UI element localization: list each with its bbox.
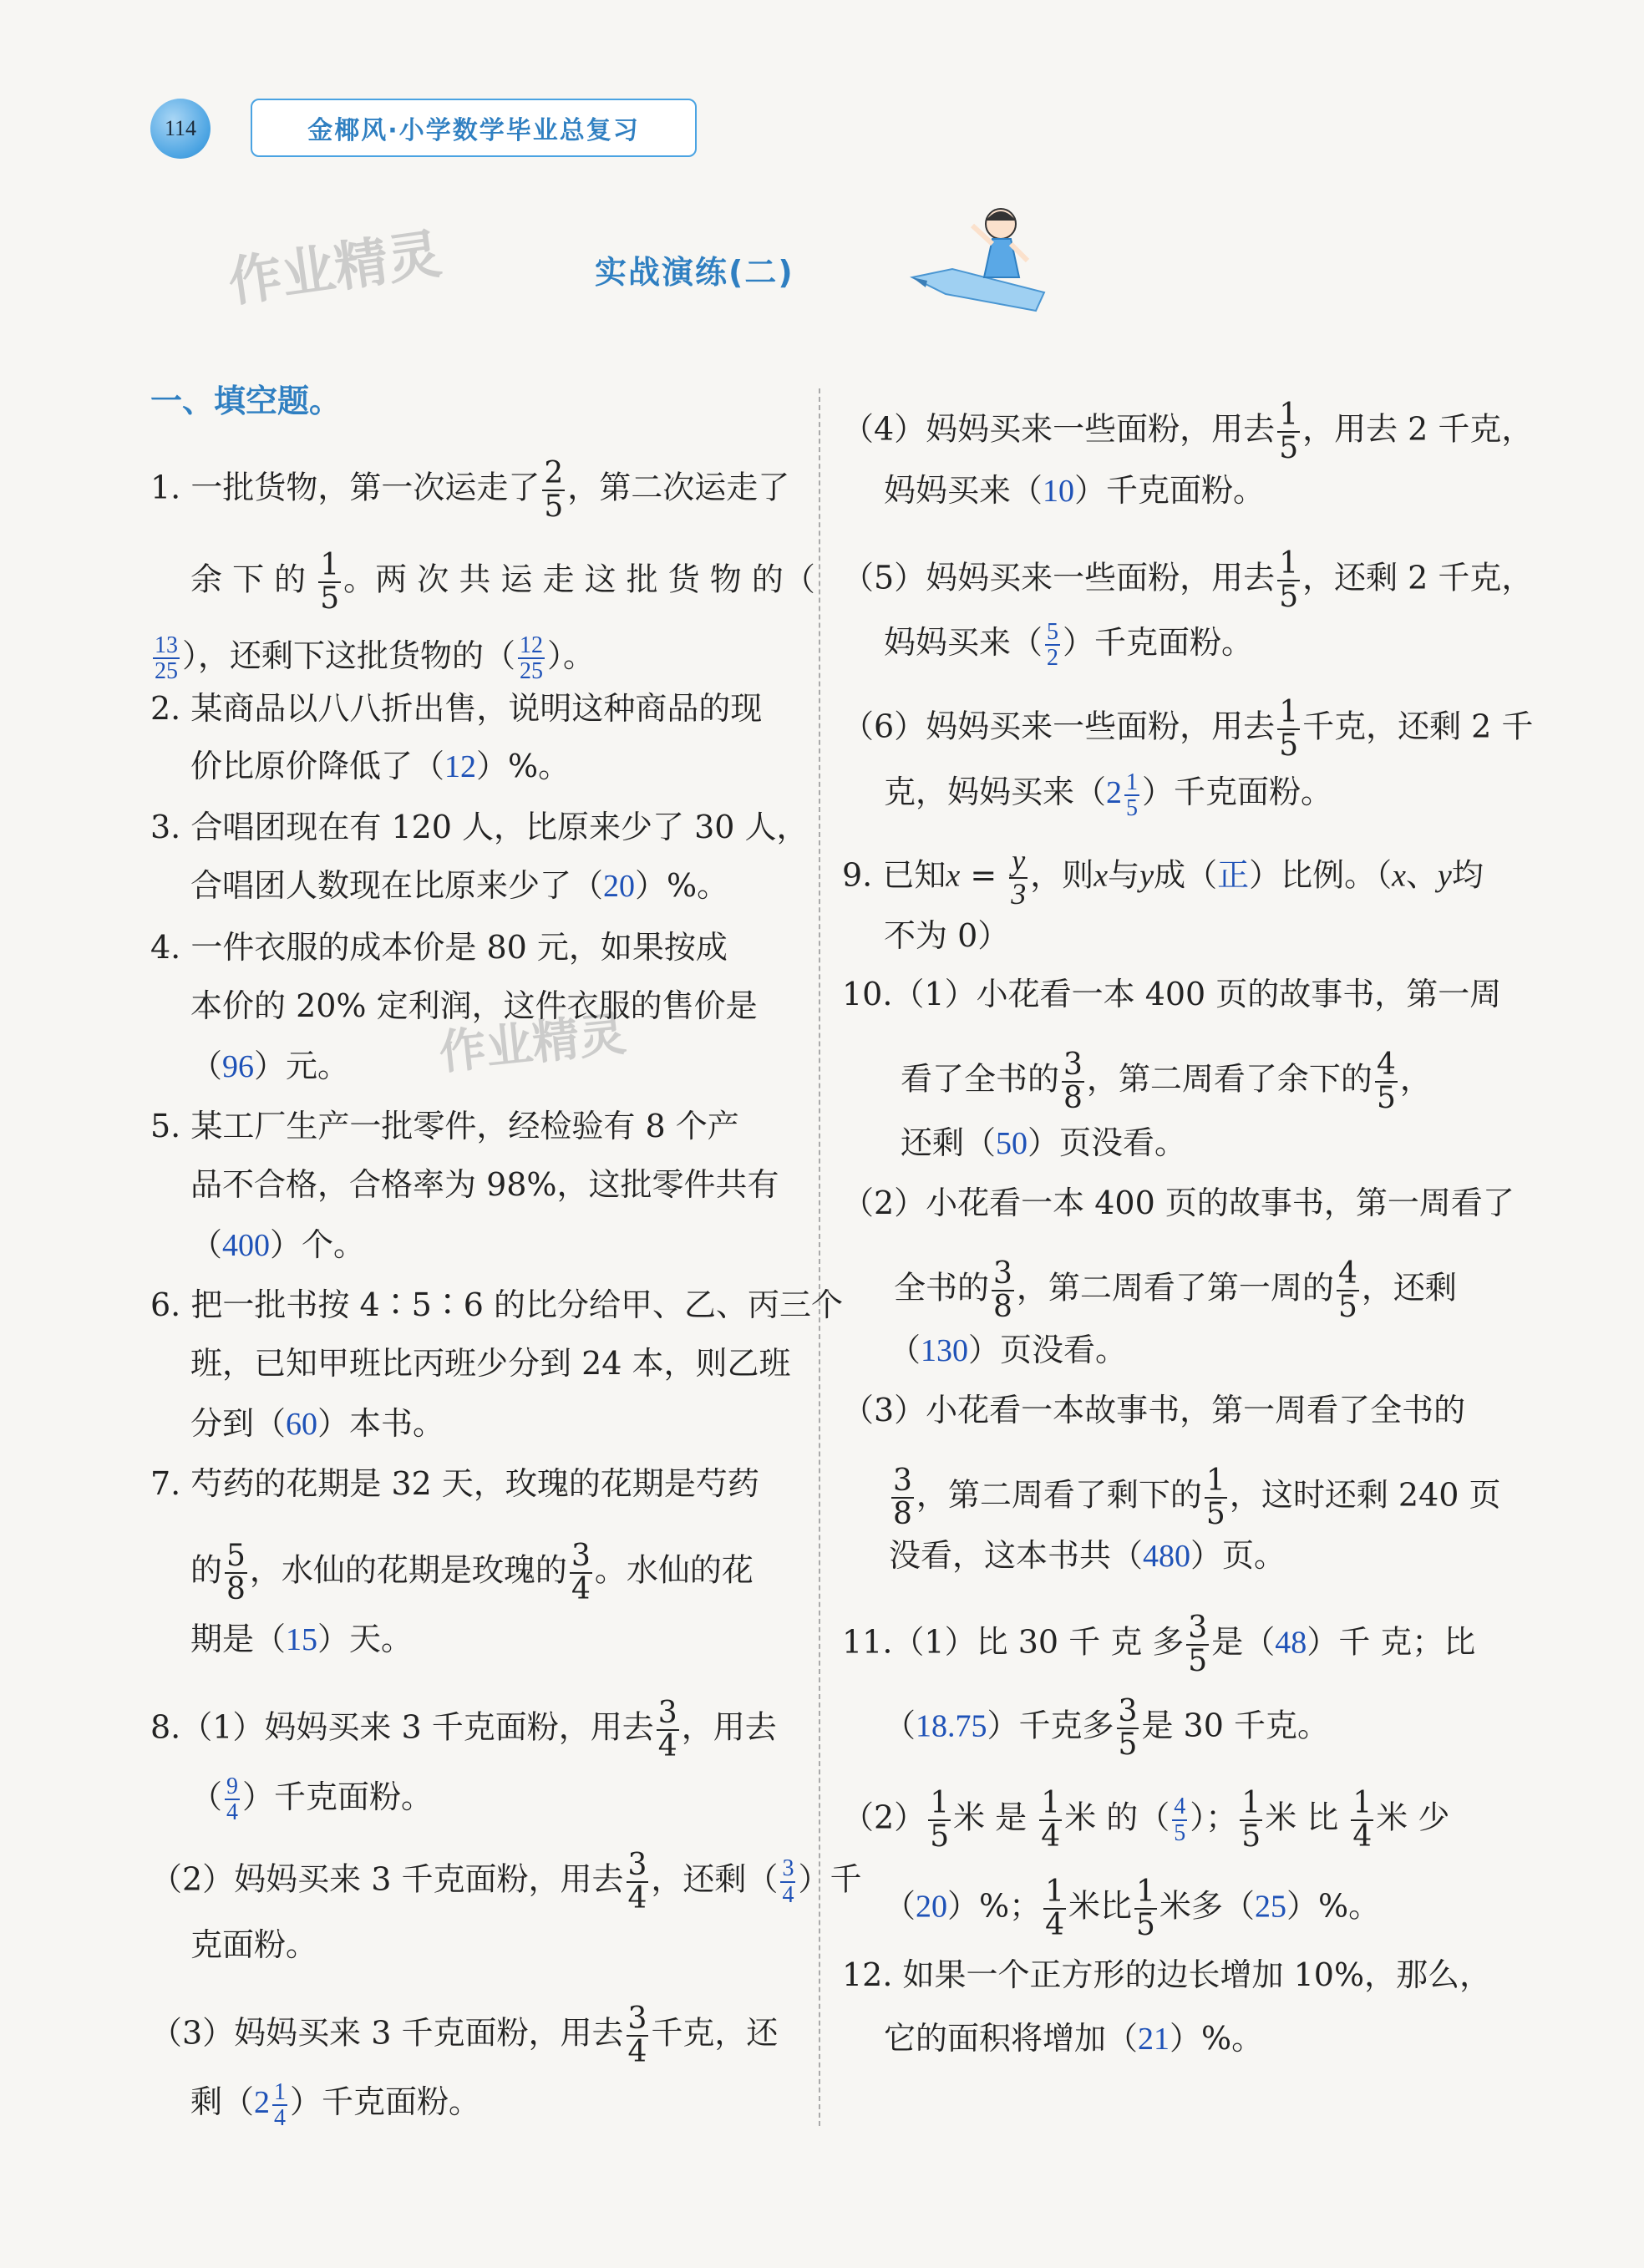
question-4-line-3: （96）元。	[190, 1048, 350, 1084]
question-11-2-line-2: （20）%； $\frac{1}{4}$ 米比 $\frac{1}{5}$ 米多（25）%。	[884, 1875, 1381, 1942]
question-6-line-3: 分到（60）本书。	[190, 1405, 445, 1442]
question-1-line-2: 余 下 的 $\frac{1}{5}$ 。两 次 共 运 走 这 批 货 物 的（	[190, 548, 815, 616]
question-10-1-line-1: 10.（1）小花看一本 400 页的故事书，第一周	[842, 976, 1502, 1012]
question-6-line-2: 班，已知甲班比丙班少分到 24 本，则乙班	[190, 1345, 791, 1382]
answer: 2 $\frac{1}{5}$	[1106, 769, 1139, 822]
answer: 20	[916, 1889, 948, 1925]
question-10-2-line-3: （130）页没看。	[889, 1332, 1128, 1368]
answer: 15	[286, 1622, 318, 1657]
page-number-badge: 114	[150, 99, 211, 159]
question-2-line-1: 2. 某商品以八八折出售，说明这种商品的现	[150, 690, 763, 727]
question-8-1-line-1: 8.（1）妈妈买来 3 千克面粉，用去 $\frac{3}{4}$ ，用去	[150, 1696, 777, 1763]
question-7-line-3: 期是（15）天。	[190, 1621, 414, 1657]
question-8-2-line-2: 克面粉。	[190, 1926, 318, 1963]
answer: 48	[1275, 1625, 1307, 1661]
question-8-3-line-2: 剩（2 $\frac{1}{4}$ ）千克面粉。	[190, 2079, 481, 2132]
question-10-3-line-3: 没看，这本书共（480）页。	[889, 1537, 1286, 1574]
question-11-1-line-1: 11.（1）比 30 千 克 多 $\frac{3}{5}$ 是（48）千 克；比	[842, 1611, 1476, 1678]
answer: $\frac{5}{2}$	[1047, 619, 1059, 672]
question-1-line-1: 1. 一批货物，第一次运走了 $\frac{2}{5}$ ，第二次运走了	[150, 456, 790, 524]
question-2-line-2: 价比原价降低了（12）%。	[190, 748, 571, 784]
question-8-6-line-2: 克，妈妈买来（2 $\frac{1}{5}$ ）千克面粉。	[884, 769, 1333, 822]
question-11-1-line-2: （18.75）千克多 $\frac{3}{5}$ 是 30 千克。	[884, 1694, 1329, 1762]
answer: 21	[1138, 2022, 1170, 2057]
question-5-line-1: 5. 某工厂生产一批零件，经检验有 8 个产	[150, 1108, 739, 1144]
question-9-line-2: 不为 0）	[884, 917, 1010, 954]
question-8-2-line-1: （2）妈妈买来 3 千克面粉，用去 $\frac{3}{4}$ ，还剩（ $\frac{3}{4}$ ）千	[150, 1848, 862, 1915]
question-10-3-line-2: $\frac{3}{8}$ ，第二周看了剩下的 $\frac{1}{5}$ ，这时还剩 240 页	[893, 1464, 1501, 1531]
answer: 25	[1254, 1889, 1286, 1925]
answer: 正	[1217, 858, 1250, 894]
question-8-6-line-1: （6）妈妈买来一些面粉，用去 $\frac{1}{5}$ 千克，还剩 2 千	[842, 695, 1534, 763]
answer: 96	[222, 1049, 255, 1084]
question-11-2-line-1: （2） $\frac{1}{5}$ 米 是 $\frac{1}{4}$ 米 的（ $\frac{4}{5}$ ）； $\frac{1}{5}$ 米 比 $\frac{1}{4}$ 米 少	[842, 1786, 1450, 1854]
answer: 2 $\frac{1}{4}$	[254, 2079, 287, 2132]
answer: 20	[603, 869, 636, 904]
answer: 400	[222, 1228, 271, 1263]
question-10-3-line-1: （3）小花看一本故事书，第一周看了全书的	[842, 1392, 1466, 1428]
question-10-1-line-3: 还剩（50）页没看。	[901, 1124, 1187, 1161]
answer: 50	[996, 1126, 1028, 1161]
question-7-line-2: 的 $\frac{5}{8}$ ，水仙的花期是玫瑰的 $\frac{3}{4}$ 。水仙的花	[190, 1539, 754, 1606]
question-10-2-line-2: 全书的 $\frac{3}{8}$ ，第二周看了第一周的 $\frac{4}{5}$ ，还剩	[894, 1256, 1457, 1324]
question-3-line-1: 3. 合唱团现在有 120 人，比原来少了 30 人，	[150, 809, 809, 845]
question-8-5-line-1: （5）妈妈买来一些面粉，用去 $\frac{1}{5}$ ，还剩 2 千克，	[842, 546, 1534, 614]
answer: $\frac{12}{25}$	[520, 632, 544, 685]
question-4-line-1: 4. 一件衣服的成本价是 80 元，如果按成	[150, 929, 728, 966]
question-3-line-2: 合唱团人数现在比原来少了（20）%。	[190, 867, 729, 904]
answer: 10	[1043, 474, 1075, 509]
question-7-line-1: 7. 芍药的花期是 32 天，玫瑰的花期是芍药	[150, 1465, 759, 1502]
answer: $\frac{13}{25}$	[155, 632, 178, 685]
question-10-1-line-2: 看了全书的 $\frac{3}{8}$ ，第二周看了余下的 $\frac{4}{5}$ ，	[901, 1048, 1432, 1115]
question-12-line-2: 它的面积将增加（21）%。	[884, 2020, 1264, 2057]
answer: $\frac{4}{5}$	[1174, 1794, 1186, 1846]
section-title: 实战演练(二)	[595, 254, 794, 291]
part-heading: 一、填空题。	[150, 383, 342, 419]
question-6-line-1: 6. 把一批书按 4∶5∶6 的比分给甲、乙、丙三个	[150, 1286, 844, 1323]
mascot-girl-on-pencil-illustration	[902, 200, 1061, 326]
answer: $\frac{3}{4}$	[782, 1855, 794, 1908]
question-4-line-2: 本价的 20% 定利润，这件衣服的售价是	[190, 987, 758, 1024]
answer: 60	[286, 1407, 318, 1442]
question-5-line-3: （400）个。	[190, 1226, 366, 1263]
answer: $\frac{9}{4}$	[226, 1773, 239, 1826]
watermark: 作业精灵	[436, 1007, 629, 1081]
question-8-4-line-1: （4）妈妈买来一些面粉，用去 $\frac{1}{5}$ ，用去 2 千克，	[842, 398, 1534, 465]
question-8-3-line-1: （3）妈妈买来 3 千克面粉，用去 $\frac{3}{4}$ 千克，还	[150, 2002, 779, 2069]
question-8-5-line-2: 妈妈买来（ $\frac{5}{2}$ ）千克面粉。	[884, 619, 1254, 672]
answer: 130	[921, 1333, 969, 1368]
question-8-4-line-2: 妈妈买来（10）千克面粉。	[884, 472, 1266, 509]
question-1-line-3: $\frac{13}{25}$ ），还剩下这批货物的（ $\frac{12}{25}$ ）。	[155, 632, 596, 685]
answer: 18.75	[916, 1708, 987, 1744]
answer: 480	[1143, 1539, 1191, 1574]
question-8-1-line-2: （ $\frac{9}{4}$ ）千克面粉。	[190, 1773, 434, 1826]
question-10-2-line-1: （2）小花看一本 400 页的故事书，第一周看了	[842, 1185, 1515, 1221]
watermark: 作业精灵	[224, 223, 445, 315]
question-12-line-1: 12. 如果一个正方形的边长增加 10%，那么，	[842, 1956, 1492, 1993]
answer: 12	[444, 749, 477, 784]
question-5-line-2: 品不合格，合格率为 98%，这批零件共有	[190, 1166, 779, 1203]
question-9-line-1: 9. 已知x = $\frac{y}{3}$ ，则x与y成（正）比例。（x、y均	[842, 844, 1484, 911]
book-title: 金椰风·小学数学毕业总复习	[251, 99, 697, 157]
